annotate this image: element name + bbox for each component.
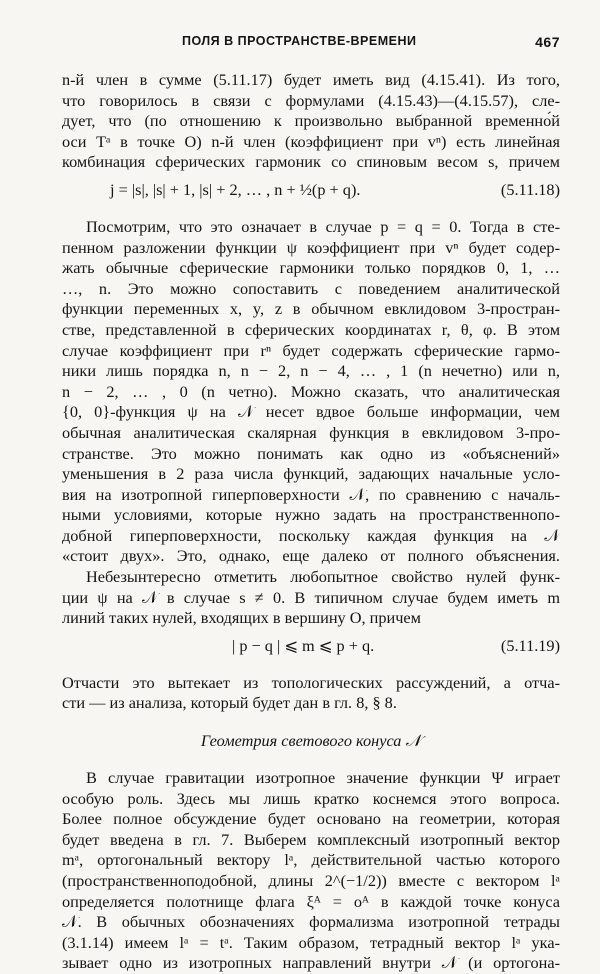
text-line: …, n. Это можно сопоставить с поведением аналитической [62,278,560,298]
equation-5-11-19 [62,629,560,663]
page-body [62,70,560,974]
text-line: Более полное обсуждение будет основано на геометрии, которая [62,809,560,829]
text-line: В случае гравитации изотропное значение функции Ψ играет [86,768,560,788]
text-line: ники лишь порядка n, n − 2, n − 4, … , 1 (n нечетно) или n, [62,361,560,381]
text-line: «стоит двух». Это, однако, еще далеко от полного объяснения. [62,546,560,566]
text-line: {0, 0}-функция ψ на 𝒩 несет вдвое больше информации, чем [62,402,560,422]
paragraph-3 [62,567,560,629]
text-line: (пространственноподобной, длины 2^(−1/2)) вместе с вектором lᵃ [62,871,560,890]
page-number: 467 [535,34,560,50]
text-line: Посмотрим, что это означает в случае p = q = 0. Тогда в сте- [86,216,560,236]
equation-5-11-18 [62,173,560,207]
text-line: n − 2, … , 0 (n четно). Можно сказать, что аналитическая [62,381,560,401]
text-line: ции ψ на 𝒩 в случае s ≠ 0. В типичном случае будем иметь m [62,587,560,607]
text-line: оси Tᵃ в точке O) n-й член (коэффициент при vⁿ) есть линейная [62,131,560,151]
paragraph-5 [62,768,560,974]
text-line: ными условиями, которые нужно задать на пространственнопо- [62,505,560,525]
text-line: уменьшения в 2 раза числа функций, задающих начальные усло- [62,464,560,484]
text-line: обычная аналитическая скалярная функция в евклидовом 3-про- [62,422,560,442]
paragraph-2 [62,217,560,567]
text-line: пенном разложении функции ψ коэффициент при vⁿ будет содер- [62,237,560,257]
text-line: будет введена в гл. 7. Выберем комплексный изотропный вектор [62,829,560,849]
equation-formula: j = |s|, |s| + 1, |s| + 2, … , n + ½(p + q). [110,179,361,199]
equation-number: (5.11.19) [500,635,560,655]
text-line: (3.1.14) имеем lᵃ = tᵃ. Таким образом, тетрадный вектор lᵃ ука- [62,932,560,952]
text-line: случае коэффициент при rⁿ будет содержать сферические гармо- [62,340,560,360]
text-line: сти — из анализа, который будет дан в гл. 8, § 8. [62,693,397,713]
paragraph-4 [62,673,560,714]
text-line: зывает одно из изотропных направлений внутри 𝒩 (и ортогона- [62,953,560,973]
text-line: 𝒩. В обычных обозначениях формализма изотропной тетрады [62,912,560,932]
text-line: Небезынтересно отметить любопытное свойство нулей функ- [86,567,560,587]
text-line: жать обычные сферические гармоники только порядков 0, 1, … [62,258,560,278]
text-line: стве, представленной в сферических координатах r, θ, φ. В этом [62,319,560,339]
text-line: комбинация сферических гармоник со спиновым весом s, причем [62,152,560,172]
text-line: n-й член в сумме (5.11.17) будет иметь вид (4.15.41). Из того, [62,70,560,89]
text-line: особую роль. Здесь мы лишь кратко коснемся этого вопроса. [62,788,560,808]
equation-formula: | p − q | ⩽ m ⩽ p + q. [232,635,375,655]
text-line: линий таких нулей, входящих в вершину O, причем [62,608,421,628]
text-line: добной гиперповерхности, поскольку каждая функция на 𝒩 [62,525,560,545]
section-title: Геометрия светового конуса 𝒩 [200,731,422,751]
text-line: что говорилось в связи с формулами (4.15.43)—(4.15.57), сле- [62,90,560,110]
text-line: дует, что (по отношению к произвольно выбранной временно́й [62,111,560,131]
text-line: определяется полотнище флага ξᴬ = oᴬ в каждой точке конуса [62,891,560,911]
text-line: вия на изотропной гиперповерхности 𝒩, по сравнению с началь- [62,484,560,504]
text-line: странстве. Это можно понимать как одно из «объяснений» [62,443,560,463]
equation-number: (5.11.18) [500,179,560,199]
running-title: ПОЛЯ В ПРОСТРАНСТВЕ-ВРЕМЕНИ [182,34,417,48]
text-line: функции переменных x, y, z в обычном евклидовом 3-простран- [62,299,560,319]
paragraph-1 [62,70,560,173]
text-line: Отчасти это вытекает из топологических рассуждений, а отча- [62,672,560,692]
text-line: mᵃ, ортогональный вектору lᵃ, действительной частью которого [62,850,560,870]
